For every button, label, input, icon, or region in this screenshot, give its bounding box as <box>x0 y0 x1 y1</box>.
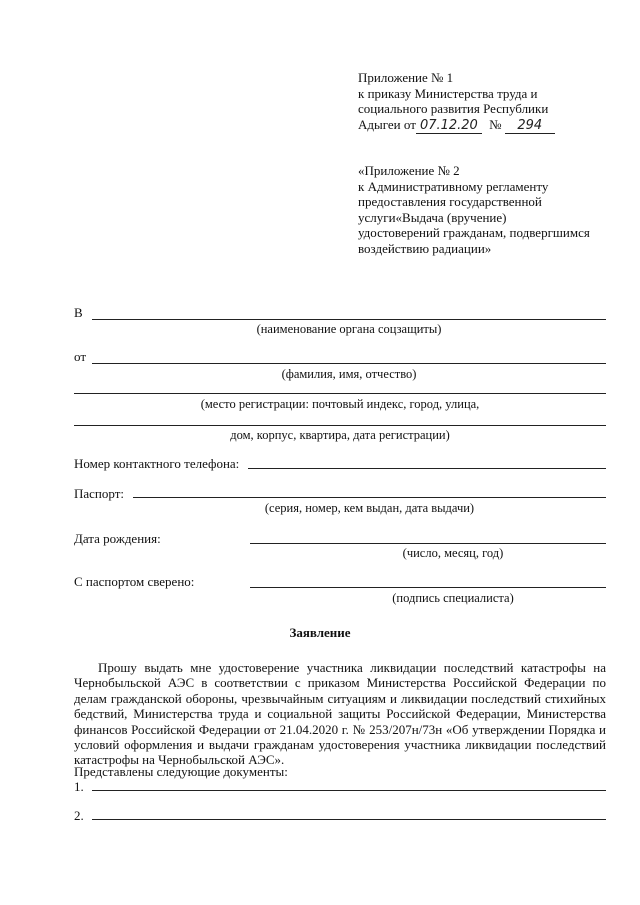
verified-field-line[interactable] <box>250 587 606 588</box>
address-field-line-1[interactable] <box>74 393 606 394</box>
appendix1-line: социального развития Республики <box>358 101 549 116</box>
to-caption: (наименование органа соцзащиты) <box>256 322 442 336</box>
statement-body <box>74 660 606 768</box>
document-item-line-2[interactable] <box>92 819 606 820</box>
passport-caption: (серия, номер, кем выдан, дата выдачи) <box>264 501 475 515</box>
from-field-line[interactable] <box>92 363 606 364</box>
document-item-number: 1. <box>74 779 84 794</box>
document-item-number: 2. <box>74 808 84 823</box>
statement-title: Заявление <box>289 625 351 640</box>
number-label: № <box>489 116 502 132</box>
statement-paragraph: Прошу выдать мне удостоверение участника ликвидации последствий катастрофы на Чернобыльской АЭС в соответствии с приказом Министерства Российской Федерации по делам гражданской обороны, чрезвычайным ситуациям и ликвидации последствий стихийных бедствий, Министерства труда и социальной защиты Российской Федерации, Министерства финансов Российской Федерации от 21.04.2020 г. № 253/207н/73н «Об утверждении Порядка и условий оформления и выдачи гражданам удостоверения участника ликвидации последствий катастрофы на Чернобыльской АЭС». <box>74 660 606 768</box>
appendix2-line: услуги«Выдача (вручение) <box>358 209 507 225</box>
address-caption-1: (место регистрации: почтовый индекс, город, улица, <box>200 397 480 411</box>
handwritten-number: 294 <box>505 118 555 135</box>
appendix2-block <box>358 163 590 256</box>
appendix1-line: Приложение № 1 <box>358 70 454 85</box>
birth-label: Дата рождения: <box>74 531 161 546</box>
appendix2-line: удостоверений гражданам, подвергшимся <box>358 225 590 240</box>
birth-caption: (число, месяц, год) <box>402 546 504 560</box>
document-item-line-1[interactable] <box>92 790 606 791</box>
to-field-line[interactable] <box>92 319 606 320</box>
address-caption-2: дом, корпус, квартира, дата регистрации) <box>230 428 450 442</box>
verified-label: С паспортом сверено: <box>74 574 195 589</box>
appendix1-line: к приказу Министерства труда и <box>358 85 538 101</box>
phone-field-line[interactable] <box>248 468 606 469</box>
phone-label: Номер контактного телефона: <box>74 456 240 471</box>
appendix2-line: предоставления государственной <box>358 194 542 209</box>
appendix1-date-line <box>358 117 555 135</box>
from-label: от <box>74 349 87 364</box>
handwritten-date: 07.12.20 <box>416 118 482 135</box>
to-label: В <box>74 305 83 320</box>
verified-caption: (подпись специалиста) <box>392 591 514 605</box>
from-caption: (фамилия, имя, отчество) <box>281 367 417 381</box>
passport-label: Паспорт: <box>74 486 125 501</box>
appendix1-block <box>358 70 555 134</box>
documents-label: Представлены следующие документы: <box>74 764 288 779</box>
appendix2-line: воздействию радиации» <box>358 240 492 256</box>
address-field-line-2[interactable] <box>74 425 606 426</box>
appendix1-date-prefix: Адыгеи от <box>358 116 416 132</box>
passport-field-line[interactable] <box>133 497 606 498</box>
appendix2-line: к Административному регламенту <box>358 178 549 194</box>
birth-field-line[interactable] <box>250 543 606 544</box>
appendix2-line: «Приложение № 2 <box>358 163 460 178</box>
